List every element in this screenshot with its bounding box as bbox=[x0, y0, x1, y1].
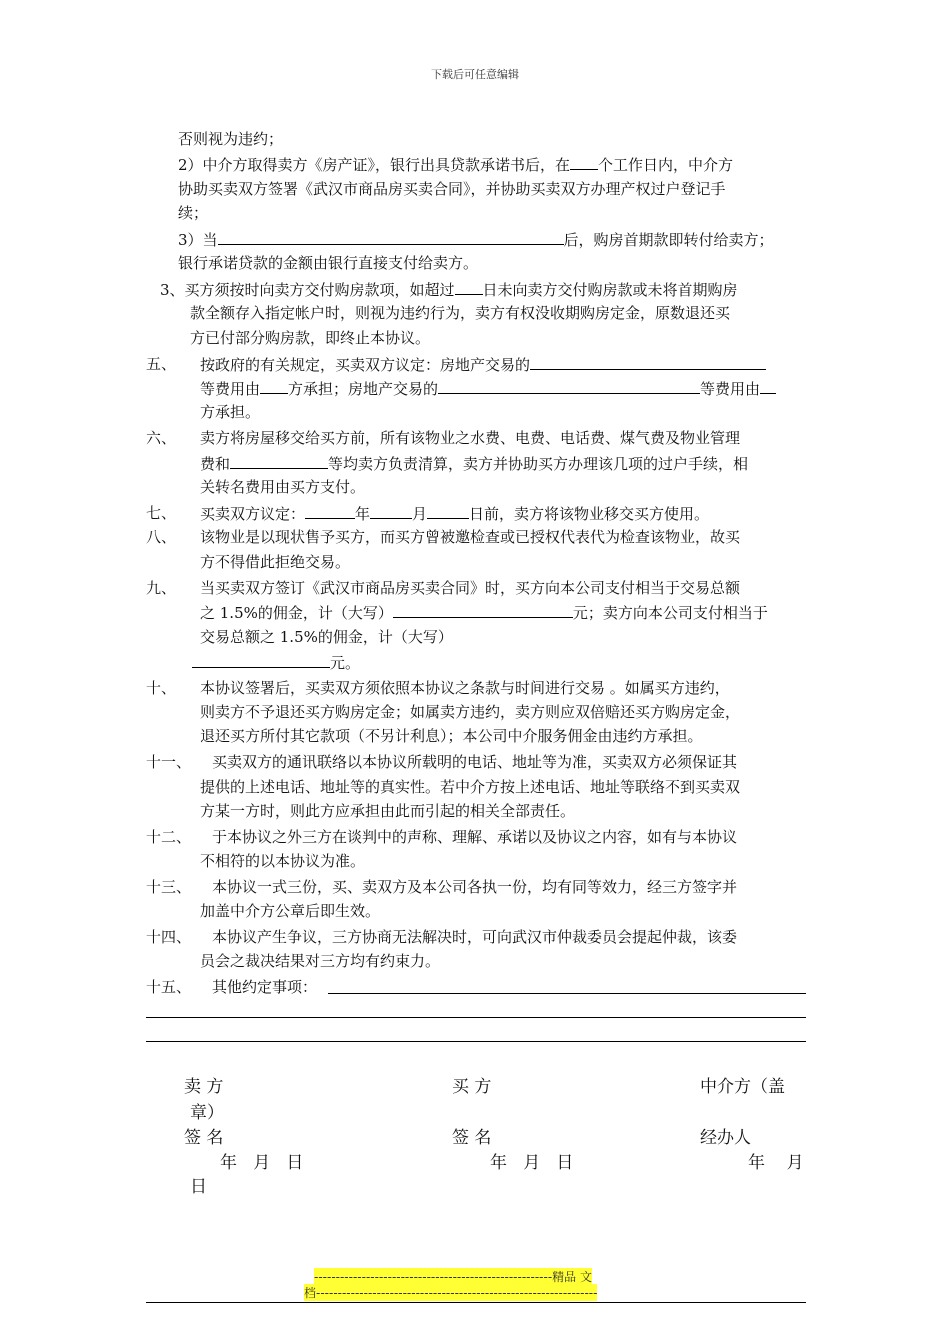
seller-date: 年 月 日 bbox=[220, 1153, 304, 1173]
clause-number: 十一、 bbox=[146, 753, 192, 771]
clause-number: 七、 bbox=[146, 504, 177, 522]
text-segment: 方承担；房地产交易的 bbox=[288, 380, 439, 398]
clause-number: 十二、 bbox=[146, 828, 192, 846]
text-line: 续； bbox=[178, 204, 209, 222]
text-line: 方承担。 bbox=[200, 403, 261, 421]
text-line: 银行承诺贷款的金额由银行直接支付给卖方。 bbox=[178, 254, 479, 272]
text-line bbox=[200, 452, 748, 475]
text-segment: 等费用由 bbox=[200, 380, 261, 398]
blank-field bbox=[438, 377, 700, 394]
text-line: 方不得借此拒绝交易。 bbox=[200, 553, 351, 571]
text-line: 提供的上述电话、地址等的真实性。若中介方按上述电话、地址等联络不到买卖双 bbox=[200, 778, 741, 796]
blank-field bbox=[530, 353, 766, 370]
text-line: 方某一方时，则此方应承担由此而引起的相关全部责任。 bbox=[200, 802, 576, 820]
clause-number: 八、 bbox=[146, 528, 177, 546]
text-line: 该物业是以现状售予买方，而买方曾被邀检查或已授权代表代为检查该物业，故买 bbox=[200, 528, 741, 546]
blank-field bbox=[305, 502, 355, 519]
blank-field bbox=[760, 377, 776, 394]
text-line: 本协议产生争议，三方协商无法解决时，可向武汉市仲裁委员会提起仲裁，该委 bbox=[212, 928, 738, 946]
handler-label: 经办人 bbox=[700, 1128, 751, 1148]
clause-number: 十四、 bbox=[146, 928, 192, 946]
blank-field bbox=[260, 377, 288, 394]
agent-date: 年 月 bbox=[748, 1153, 804, 1173]
text-segment: 买卖双方议定： bbox=[200, 505, 306, 523]
text-line: 于本协议之外三方在谈判中的声称、理解、承诺以及协议之内容，如有与本协议 bbox=[212, 828, 738, 846]
blank-field bbox=[230, 452, 328, 469]
text-segment: 日未向卖方交付购房款或未将首期购房 bbox=[482, 281, 738, 299]
text-line: 方已付部分购房款，即终止本协议。 bbox=[190, 329, 431, 347]
clause-number: 十、 bbox=[146, 679, 177, 697]
footer-line: 档----------------------------------------------------------------- bbox=[304, 1286, 598, 1300]
text-line: 则卖方不予退还买方购房定金；如属卖方违约，卖方则应双倍赔还买方购房定金， bbox=[200, 703, 741, 721]
text-segment: 等均卖方负责清算，卖方并协助买方办理该几项的过户手续，相 bbox=[328, 455, 749, 473]
text-line: 退还买方所付其它款项（不另计利息）；本公司中介服务佣金由违约方承担。 bbox=[200, 727, 703, 745]
text-segment: 日前，卖方将该物业移交买方使用。 bbox=[469, 505, 710, 523]
buyer-label: 买 方 bbox=[452, 1077, 492, 1097]
text-line: 员会之裁决结果对三方均有约束力。 bbox=[200, 952, 441, 970]
blank-line bbox=[146, 1041, 806, 1042]
clause-number: 九、 bbox=[146, 579, 177, 597]
buyer-date: 年 月 日 bbox=[490, 1153, 574, 1173]
text-line: 买卖双方的通讯联络以本协议所载明的电话、地址等为准，买卖双方必须保证其 bbox=[212, 753, 738, 771]
text-segment: 3）当 bbox=[178, 231, 218, 249]
agent-label: 中介方（盖 bbox=[700, 1077, 785, 1097]
seller-label: 卖 方 bbox=[184, 1077, 224, 1097]
text-segment: 元；卖方向本公司支付相当于 bbox=[572, 604, 768, 622]
text-segment: 个工作日内，中介方 bbox=[598, 156, 734, 174]
text-segment: 费和 bbox=[200, 455, 231, 473]
text-line: 其他约定事项： bbox=[212, 978, 318, 996]
text-segment: 等费用由 bbox=[700, 380, 761, 398]
text-line bbox=[200, 353, 766, 376]
text-line bbox=[178, 153, 733, 176]
text-segment: 年 bbox=[355, 505, 371, 523]
buyer-sign-label: 签 名 bbox=[452, 1128, 492, 1148]
clause-number: 六、 bbox=[146, 429, 177, 447]
text-segment: 2）中介方取得卖方《房产证》，银行出具贷款承诺书后，在 bbox=[178, 156, 571, 174]
seller-sign-label: 签 名 bbox=[184, 1128, 224, 1148]
text-line bbox=[200, 601, 768, 624]
agent-date-cont: 日 bbox=[190, 1177, 207, 1197]
text-line: 款全额存入指定帐户时，则视为违约行为，卖方有权没收期购房定金，原数退还买 bbox=[190, 304, 731, 322]
footer-line: -------------------------------------------------------精品 文 bbox=[314, 1270, 592, 1284]
text-line: 本协议一式三份，买、卖双方及本公司各执一份，均有同等效力，经三方签字并 bbox=[212, 878, 738, 896]
text-line bbox=[200, 377, 776, 400]
text-line bbox=[160, 278, 738, 301]
blank-line bbox=[146, 1017, 806, 1018]
text-line bbox=[192, 651, 360, 674]
text-line: 不相符的以本协议为准。 bbox=[200, 852, 366, 870]
text-line: 当买卖双方签订《武汉市商品房买卖合同》时，买方向本公司支付相当于交易总额 bbox=[200, 579, 741, 597]
blank-line bbox=[328, 993, 806, 994]
blank-field bbox=[455, 278, 483, 295]
text-line: 加盖中介方公章后即生效。 bbox=[200, 902, 381, 920]
blank-field bbox=[370, 502, 412, 519]
clause-number: 五、 bbox=[146, 355, 177, 373]
text-line bbox=[178, 228, 774, 251]
agent-label-cont: 章） bbox=[190, 1103, 224, 1123]
text-line: 本协议签署后，买卖双方须依照本协议之条款与时间进行交易 。如属买方违约， bbox=[200, 679, 730, 697]
blank-field bbox=[192, 651, 330, 668]
text-line: 卖方将房屋移交给买方前，所有该物业之水费、电费、电话费、煤气费及物业管理 bbox=[200, 429, 741, 447]
blank-field bbox=[393, 601, 573, 618]
clause-number: 十五、 bbox=[146, 978, 192, 996]
text-segment: 元。 bbox=[330, 654, 361, 672]
text-line bbox=[200, 502, 709, 525]
clause-number: 十三、 bbox=[146, 878, 192, 896]
text-segment: 按政府的有关规定，买卖双方议定：房地产交易的 bbox=[200, 356, 531, 374]
text-segment: 3、买方须按时向卖方交付购房款项，如超过 bbox=[160, 281, 455, 299]
footer-rule bbox=[146, 1302, 806, 1303]
text-segment: 之 1.5%的佣金，计（大写） bbox=[200, 604, 393, 622]
blank-field bbox=[218, 228, 564, 245]
blank-field bbox=[570, 153, 598, 170]
blank-field bbox=[427, 502, 469, 519]
text-segment: 后，购房首期款即转付给卖方； bbox=[563, 231, 774, 249]
text-line: 关转名费用由买方支付。 bbox=[200, 478, 366, 496]
text-line: 否则视为违约； bbox=[178, 130, 284, 148]
page-header: 下载后可任意编辑 bbox=[431, 68, 519, 81]
text-line: 交易总额之 1.5%的佣金，计（大写） bbox=[200, 628, 453, 646]
text-segment: 月 bbox=[412, 505, 428, 523]
text-line: 协助买卖双方签署《武汉市商品房买卖合同》，并协助买卖双方办理产权过户登记手 bbox=[178, 180, 726, 198]
